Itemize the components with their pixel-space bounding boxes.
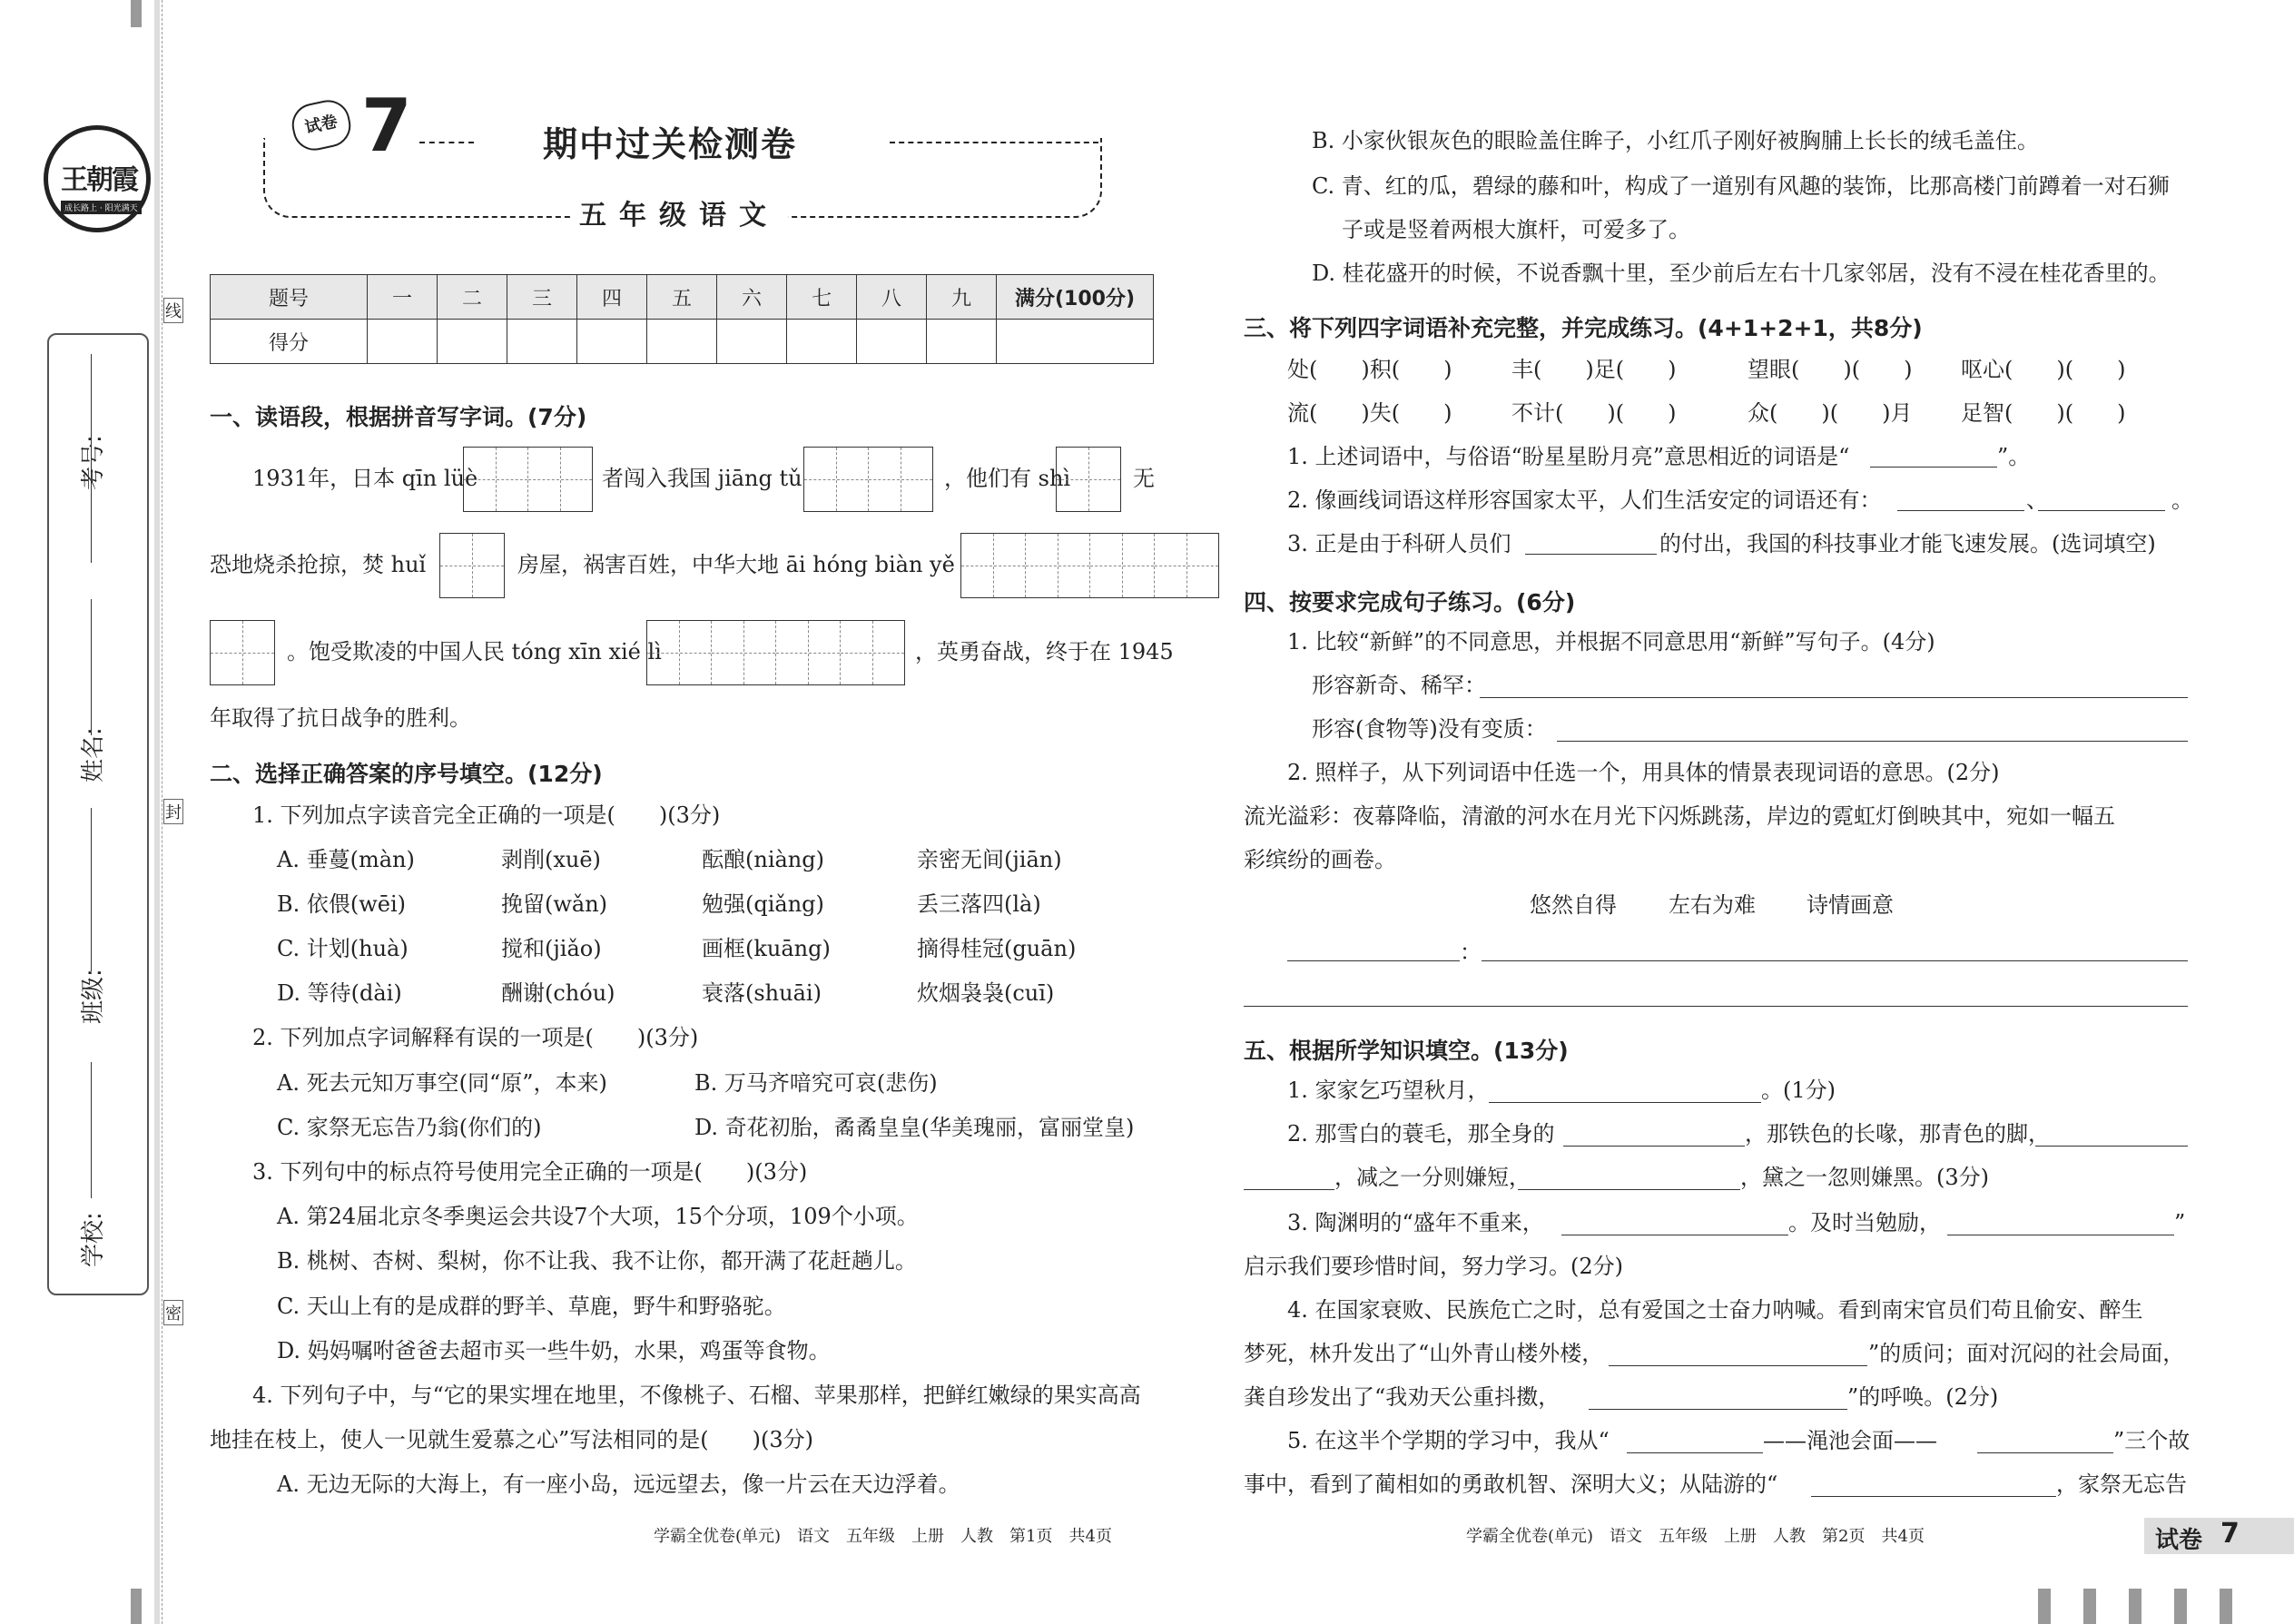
score-header-cell: 满分(100分) bbox=[997, 275, 1154, 320]
name-label: 姓名: bbox=[80, 727, 107, 782]
score-header-cell: 题号 bbox=[211, 275, 368, 320]
option-text: 画框(kuāng) bbox=[702, 936, 831, 961]
edge-mark bbox=[2174, 1589, 2187, 1624]
score-header-cell: 四 bbox=[577, 275, 647, 320]
score-header-cell: 三 bbox=[507, 275, 577, 320]
name-field[interactable] bbox=[91, 599, 92, 735]
option-text: 衰落(shuāi) bbox=[702, 980, 822, 1006]
answer-line[interactable] bbox=[1609, 1365, 1867, 1366]
score-row-label: 得分 bbox=[211, 320, 368, 364]
section-1-text: 房屋，祸害百姓，中华大地 āi hóng biàn yě bbox=[517, 552, 955, 577]
answer-line[interactable] bbox=[1557, 741, 2188, 742]
section-1-text: ，他们有 shì bbox=[944, 466, 1071, 491]
option-text: D. 桂花盛开的时候，不说香飘十里，至少前后左右十几家邻居，没有不浸在桂花香里的。 bbox=[1312, 261, 2171, 286]
section-2-heading: 二、选择正确答案的序号填空。(12分) bbox=[210, 761, 603, 787]
logo-motto: 成长路上 · 阳光满天 bbox=[61, 201, 142, 214]
answer-grid[interactable] bbox=[646, 620, 905, 685]
exam-no-label: 考号: bbox=[80, 435, 107, 490]
class-label: 班级: bbox=[80, 969, 107, 1024]
answer-line[interactable] bbox=[1977, 1452, 2113, 1453]
score-header-cell: 二 bbox=[438, 275, 507, 320]
score-cell[interactable] bbox=[647, 320, 717, 364]
score-header-cell: 一 bbox=[368, 275, 438, 320]
idiom-blank[interactable]: 足智( )( ) bbox=[1961, 400, 2126, 426]
question-text: 形容(食物等)没有变质： bbox=[1312, 716, 1547, 742]
footer-tag bbox=[2144, 1518, 2294, 1554]
option-text: A. 死去元知万事空(同“原”，本来) bbox=[277, 1070, 607, 1096]
answer-line[interactable] bbox=[2038, 510, 2165, 511]
section-4-heading: 四、按要求完成句子练习。(6分) bbox=[1244, 589, 1576, 615]
section-1-text: 年取得了抗日战争的胜利。 bbox=[210, 705, 471, 731]
answer-line[interactable] bbox=[1589, 1409, 1847, 1410]
section-3-heading: 三、将下列四字词语补充完整，并完成练习。(4+1+2+1，共8分) bbox=[1244, 315, 1923, 341]
example-text: 流光溢彩：夜幕降临，清澈的河水在月光下闪烁跳荡，岸边的霓虹灯倒映其中，宛如一幅五 bbox=[1244, 803, 2115, 829]
score-header-cell: 八 bbox=[857, 275, 927, 320]
idiom-blank[interactable]: 不计( )( ) bbox=[1511, 400, 1677, 426]
question-text: 梦死，林升发出了“山外青山楼外楼， bbox=[1244, 1341, 1604, 1366]
section-1-text: 恐地烧杀抢掠，焚 huǐ bbox=[210, 552, 427, 577]
word-choice: 悠然自得 bbox=[1530, 892, 1617, 918]
question-text: 形容新奇、稀罕： bbox=[1312, 673, 1486, 698]
answer-line[interactable] bbox=[1287, 960, 1460, 961]
section-1-text: 1931年，日本 qīn lüè bbox=[252, 466, 478, 491]
footer-tag-number: 7 bbox=[2220, 1518, 2240, 1550]
option-text: 搅和(jiǎo) bbox=[501, 936, 602, 961]
option-text: 勉强(qiǎng) bbox=[702, 891, 824, 917]
score-cell[interactable] bbox=[717, 320, 787, 364]
section-5-heading: 五、根据所学知识填空。(13分) bbox=[1244, 1038, 1569, 1064]
section-1-heading: 一、读语段，根据拼音写字词。(7分) bbox=[210, 404, 587, 430]
answer-line[interactable] bbox=[1897, 510, 2024, 511]
answer-grid[interactable] bbox=[1056, 447, 1121, 512]
score-cell[interactable] bbox=[577, 320, 647, 364]
option-text: 炊烟袅袅(cuī) bbox=[917, 980, 1055, 1006]
footer-right: 学霸全优卷(单元) 语文 五年级 上册 人教 第2页 共4页 bbox=[1466, 1527, 1925, 1546]
edge-mark bbox=[2083, 1589, 2096, 1624]
option-text: 挽留(wǎn) bbox=[501, 891, 608, 917]
score-table bbox=[210, 274, 1154, 364]
binding-mark: 封 bbox=[163, 799, 183, 824]
edge-mark bbox=[2129, 1589, 2141, 1624]
idiom-blank[interactable]: 处( )积( ) bbox=[1287, 357, 1452, 382]
answer-grid[interactable] bbox=[439, 533, 505, 598]
option-text: B. 万马齐喑究可哀(悲伤) bbox=[694, 1070, 938, 1096]
question-text: ： bbox=[1460, 940, 1482, 965]
answer-line[interactable] bbox=[1480, 697, 2188, 698]
section-1-text: ，英勇奋战，终于在 1945 bbox=[915, 639, 1174, 664]
section-1-text: 。饱受欺凌的中国人民 tóng xīn xié lì bbox=[287, 639, 662, 664]
school-field[interactable] bbox=[91, 1062, 92, 1198]
score-cell[interactable] bbox=[438, 320, 507, 364]
answer-line[interactable] bbox=[1563, 1146, 1745, 1147]
logo bbox=[44, 125, 151, 232]
question-text: 5. 在这半个学期的学习中，我从“ bbox=[1287, 1428, 1610, 1453]
question-text: ——渑池会面—— bbox=[1763, 1428, 1937, 1453]
answer-line[interactable] bbox=[1811, 1496, 2056, 1497]
logo-text: 王朝霞 bbox=[61, 164, 137, 196]
option-text: A. 垂蔓(màn) bbox=[277, 847, 415, 872]
question-text: ，黛之一忽则嫌黑。(3分) bbox=[1740, 1165, 1989, 1190]
option-text: D. 奇花初胎，矞矞皇皇(华美瑰丽，富丽堂皇) bbox=[694, 1115, 1135, 1140]
question-text: ，家祭无忘告 bbox=[2056, 1471, 2187, 1497]
option-text: 摘得桂冠(guān) bbox=[917, 936, 1077, 961]
score-header-cell: 六 bbox=[717, 275, 787, 320]
question-text: ”三个故 bbox=[2113, 1428, 2191, 1453]
question-text: 。及时当勉励， bbox=[1788, 1210, 1941, 1235]
footer-left: 学霸全优卷(单元) 语文 五年级 上册 人教 第1页 共4页 bbox=[654, 1527, 1112, 1546]
question-text: 、 bbox=[2026, 487, 2048, 513]
page-title: 期中过关检测卷 bbox=[543, 124, 798, 164]
idiom-blank[interactable]: 丰( )足( ) bbox=[1511, 357, 1677, 382]
binding-mark: 密 bbox=[163, 1300, 183, 1325]
question-text: ”的质问；面对沉闷的社会局面， bbox=[1868, 1341, 2185, 1366]
option-text: 酬谢(chóu) bbox=[501, 980, 615, 1006]
option-text: 丢三落四(là) bbox=[917, 891, 1041, 917]
option-text: C. 天山上有的是成群的野羊、草鹿，野牛和野骆驼。 bbox=[277, 1294, 786, 1319]
word-choice: 诗情画意 bbox=[1807, 892, 1894, 918]
question-text: 1. 比较“新鲜”的不同意思，并根据不同意思用“新鲜”写句子。(4分) bbox=[1287, 629, 1935, 655]
question-text: ” bbox=[2174, 1210, 2186, 1235]
idiom-blank[interactable]: 望眼( )( ) bbox=[1748, 357, 1913, 382]
edge-mark bbox=[2220, 1589, 2232, 1624]
question-text: 1. 家家乞巧望秋月， bbox=[1287, 1078, 1490, 1103]
exam-no-field[interactable] bbox=[91, 354, 92, 563]
score-cell[interactable] bbox=[927, 320, 997, 364]
question-text: ”的呼唤。(2分) bbox=[1847, 1384, 1999, 1410]
question-text: 的付出，我国的科技事业才能飞速发展。(选词填空) bbox=[1659, 531, 2156, 556]
question-text: 1. 下列加点字读音完全正确的一项是( )(3分) bbox=[252, 802, 721, 828]
answer-line[interactable] bbox=[1525, 554, 1657, 555]
idiom-blank[interactable]: 流( )失( ) bbox=[1287, 400, 1452, 426]
school-label: 学校: bbox=[80, 1212, 107, 1267]
question-text: 1. 上述词语中，与俗语“盼星星盼月亮”意思相近的词语是“ bbox=[1287, 444, 1850, 469]
option-text: A. 无边无际的大海上，有一座小岛，远远望去，像一片云在天边浮着。 bbox=[277, 1471, 960, 1497]
answer-line[interactable] bbox=[1244, 1006, 2188, 1007]
margin-stripe bbox=[131, 0, 142, 27]
example-text: 彩缤纷的画卷。 bbox=[1244, 847, 1396, 872]
option-text: D. 等待(dài) bbox=[277, 980, 402, 1006]
section-1-text: 无 bbox=[1133, 466, 1155, 491]
answer-line[interactable] bbox=[1489, 1102, 1761, 1103]
question-text: 2. 下列加点字词解释有误的一项是( )(3分) bbox=[252, 1025, 699, 1050]
question-text: 3. 下列句中的标点符号使用完全正确的一项是( )(3分) bbox=[252, 1159, 808, 1185]
idiom-blank[interactable]: 呕心( )( ) bbox=[1961, 357, 2126, 382]
page-subtitle: 五年级语文 bbox=[570, 192, 788, 232]
question-text: ”。 bbox=[1997, 444, 2031, 469]
edge-mark bbox=[2038, 1589, 2051, 1624]
score-header-cell: 五 bbox=[647, 275, 717, 320]
score-cell[interactable] bbox=[368, 320, 438, 364]
score-cell[interactable] bbox=[787, 320, 857, 364]
question-text: 地挂在枝上，使人一见就生爱慕之心”写法相同的是( )(3分) bbox=[210, 1427, 813, 1452]
option-text: D. 妈妈嘱咐爸爸去超市买一些牛奶，水果，鸡蛋等食物。 bbox=[277, 1338, 831, 1363]
question-text: 3. 正是由于科研人员们 bbox=[1287, 531, 1511, 556]
section-1-text: 者闯入我国 jiāng tǔ bbox=[602, 466, 802, 491]
answer-line[interactable] bbox=[1244, 1189, 1334, 1190]
answer-grid[interactable] bbox=[803, 447, 933, 512]
option-text: 酝酿(niàng) bbox=[702, 847, 824, 872]
paper-badge: 试卷 bbox=[288, 96, 354, 154]
question-text: 2. 照样子，从下列词语中任选一个，用具体的情景表现词语的意思。(2分) bbox=[1287, 760, 2000, 785]
question-text: 2. 那雪白的蓑毛，那全身的 bbox=[1287, 1121, 1555, 1147]
answer-grid[interactable] bbox=[463, 447, 593, 512]
margin-stripe bbox=[131, 1589, 142, 1624]
footer-tag-label: 试卷 bbox=[2155, 1527, 2203, 1554]
option-text: 剥削(xuē) bbox=[501, 847, 601, 872]
question-text: 4. 在国家衰败、民族危亡之时，总有爱国之士奋力呐喊。看到南宋官员们苟且偷安、醉生 bbox=[1287, 1297, 2143, 1323]
score-cell[interactable] bbox=[997, 320, 1154, 364]
question-text: ，减之一分则嫌短， bbox=[1334, 1165, 1531, 1190]
score-header-cell: 九 bbox=[927, 275, 997, 320]
option-text: C. 家祭无忘告乃翁(你们的) bbox=[277, 1115, 542, 1140]
score-cell[interactable] bbox=[507, 320, 577, 364]
margin-bar bbox=[154, 0, 160, 1624]
idiom-blank[interactable]: 众( )( )月 bbox=[1748, 400, 1913, 426]
question-text: 3. 陶渊明的“盛年不重来， bbox=[1287, 1210, 1544, 1235]
paper-number: 7 bbox=[361, 84, 412, 168]
option-text: A. 第24届北京冬季奥运会共设7个大项，15个分项，109个小项。 bbox=[277, 1204, 919, 1229]
binding-mark: 线 bbox=[163, 298, 183, 323]
question-text: 启示我们要珍惜时间，努力学习。(2分) bbox=[1244, 1254, 1623, 1279]
word-choice: 左右为难 bbox=[1669, 892, 1756, 918]
question-text: 。(1分) bbox=[1761, 1078, 1836, 1103]
question-text: 龚自珍发出了“我劝天公重抖擞， bbox=[1244, 1384, 1561, 1410]
option-text: 子或是竖着两根大旗杆，可爱多了。 bbox=[1342, 217, 1690, 242]
option-text: C. 青、红的瓜，碧绿的藤和叶，构成了一道别有风趣的装饰，比那高楼门前蹲着一对石狮 bbox=[1312, 173, 2170, 199]
answer-line[interactable] bbox=[1627, 1452, 1763, 1453]
answer-grid[interactable] bbox=[960, 533, 1219, 598]
question-text: 2. 像画线词语这样形容国家太平，人们生活安定的词语还有： bbox=[1287, 487, 1882, 513]
option-text: C. 计划(huà) bbox=[277, 936, 409, 961]
option-text: B. 依偎(wēi) bbox=[277, 891, 407, 917]
question-text: 4. 下列句子中，与“它的果实埋在地里，不像桃子、石榴、苹果那样，把鲜红嫩绿的果实高高 bbox=[252, 1383, 1141, 1408]
answer-line[interactable] bbox=[2035, 1146, 2188, 1147]
class-field[interactable] bbox=[91, 808, 92, 971]
question-text: 事中，看到了蔺相如的勇敢机智、深明大义；从陆游的“ bbox=[1244, 1471, 1778, 1497]
option-text: B. 桃树、杏树、梨树，你不让我、我不让你，都开满了花赶趟儿。 bbox=[277, 1248, 917, 1274]
answer-line[interactable] bbox=[1482, 960, 2188, 961]
answer-grid[interactable] bbox=[210, 620, 275, 685]
option-text: 亲密无间(jiān) bbox=[917, 847, 1062, 872]
score-header-cell: 七 bbox=[787, 275, 857, 320]
score-cell[interactable] bbox=[857, 320, 927, 364]
answer-line[interactable] bbox=[1518, 1189, 1740, 1190]
answer-line[interactable] bbox=[1870, 467, 1997, 468]
question-text: 。 bbox=[2171, 487, 2193, 513]
question-text: ，那铁色的长喙，那青色的脚， bbox=[1745, 1121, 2050, 1147]
option-text: B. 小家伙银灰色的眼睑盖住眸子，小红爪子刚好被胸脯上长长的绒毛盖住。 bbox=[1312, 128, 2039, 153]
